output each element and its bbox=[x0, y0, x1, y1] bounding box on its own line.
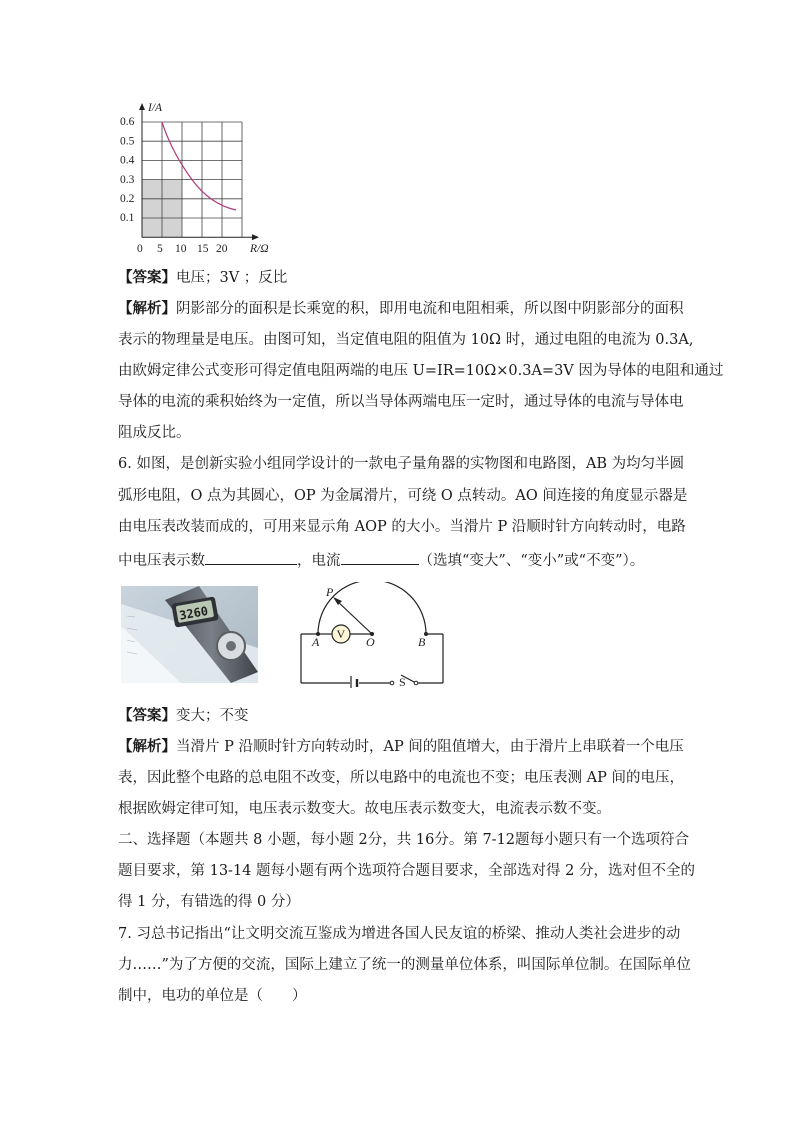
q5-analysis-line: 阻成反比。 bbox=[118, 425, 191, 441]
q6-stem-line: 弧形电阻，O 点为其圆心，OP 为金属滑片，可绕 O 点转动。AO 间连接的角度显示器是 bbox=[118, 488, 688, 504]
q6-stem-line: 由电压表改装而成的，可用来显示角 AOP 的大小。当滑片 P 沿顺时针方向转动时，电路 bbox=[118, 519, 686, 535]
section2-heading-line: 二、选择题（本题共 8 小题，每小题 2分，共 16分。第 7-12题每小题只有一个选项符合 bbox=[118, 832, 690, 848]
x-axis-arrow-icon bbox=[252, 234, 259, 240]
x-tick: 15 bbox=[197, 243, 209, 255]
y-tick: 0.5 bbox=[120, 135, 135, 148]
q5-analysis-line: 由欧姆定律公式变形可得定值电阻两端的电压 U=IR=10Ω×0.3A=3V 因为导体的电阻和通过 bbox=[118, 363, 724, 379]
y-tick: 0.3 bbox=[120, 174, 135, 186]
answer-text: 电压；3V ；反比 bbox=[176, 270, 288, 286]
display-reading: 3260 bbox=[178, 603, 210, 623]
section2-heading-line: 题目要求，第 13-14 题每小题有两个选项符合题目要求，全部选对得 2 分，选对但不全的 bbox=[118, 863, 695, 879]
q5-analysis-line: 表示的物理量是电压。由图可知，当定值电阻的阻值为 10Ω 时，通过电阻的电流为 0.3A, bbox=[118, 332, 694, 348]
q6-stem-line: 中电压表示数 ，电流 （选填“变大”、“变小”或“不变”）。 bbox=[118, 548, 678, 571]
q7-stem-line: 制中，电功的单位是（ ） bbox=[118, 988, 307, 1004]
protractor-photo bbox=[121, 586, 258, 683]
answer-label: 【答案】 bbox=[118, 707, 176, 724]
x-tick: 0 bbox=[137, 243, 143, 255]
q5-analysis-line: 导体的电流的乘积始终为一定值，所以当导体两端电压一定时，通过导体的电流与导体电 bbox=[118, 394, 684, 410]
analysis-label: 【解析】 bbox=[118, 738, 176, 755]
y-tick: 0.1 bbox=[120, 212, 135, 224]
q6-stem-line: 6. 如图，是创新实验小组同学设计的一款电子量角器的实物图和电路图，AB 为均匀半圆 bbox=[118, 456, 685, 472]
y-tick: 0.4 bbox=[120, 154, 135, 167]
x-axis-label: R/Ω bbox=[250, 243, 269, 255]
label-P: P bbox=[326, 585, 334, 599]
y-axis-label: I/A bbox=[148, 102, 163, 114]
y-tick: 0.2 bbox=[120, 193, 135, 205]
q6-analysis-line: 【解析】当滑片 P 沿顺时针方向转动时，AP 间的阻值增大，由于滑片上串联着一个电压 bbox=[118, 738, 684, 755]
answer-label: 【答案】 bbox=[118, 269, 176, 286]
x-tick: 20 bbox=[216, 243, 228, 255]
label-S: S bbox=[399, 675, 406, 688]
q5-analysis-line: 【解析】阴影部分的面积是长乘宽的积，即用电流和电阻相乘，所以图中阴影部分的面积 bbox=[118, 300, 684, 317]
section2-heading-line: 得 1 分，有错选的得 0 分） bbox=[118, 894, 300, 910]
x-tick: 5 bbox=[157, 243, 163, 255]
q5-answer bbox=[118, 268, 678, 288]
answer-blank bbox=[341, 548, 419, 565]
y-axis-arrow-icon bbox=[139, 103, 145, 110]
x-tick: 10 bbox=[175, 243, 187, 255]
analysis-label: 【解析】 bbox=[118, 300, 176, 317]
answer-text: 变大；不变 bbox=[176, 708, 249, 724]
semicircle-resistor bbox=[318, 582, 426, 634]
answer-blank bbox=[205, 548, 297, 565]
q6-analysis-line: 表，因此整个电路的总电阻不改变，所以电路中的电流也不变；电压表测 AP 间的电压， bbox=[118, 770, 684, 786]
q7-stem-line: 力……”为了方便的交流，国际上建立了统一的测量单位体系，叫国际单位制。在国际单位 bbox=[118, 957, 691, 973]
label-B: B bbox=[418, 635, 426, 649]
label-A: A bbox=[312, 635, 320, 649]
voltmeter-label: V bbox=[336, 627, 346, 641]
circuit-diagram bbox=[296, 582, 448, 688]
current-resistance-graph bbox=[112, 100, 292, 260]
label-O: O bbox=[366, 635, 375, 649]
q7-stem-line: 7. 习总书记指出“让文明交流互鉴成为增进各国人民友谊的桥梁、推动人类社会进步的动 bbox=[118, 926, 681, 942]
q6-analysis-line: 根据欧姆定律可知，电压表示数变大。故电压表示数变大，电流表示数不变。 bbox=[118, 801, 611, 817]
q6-answer bbox=[118, 706, 678, 726]
y-tick: 0.6 bbox=[120, 116, 135, 128]
